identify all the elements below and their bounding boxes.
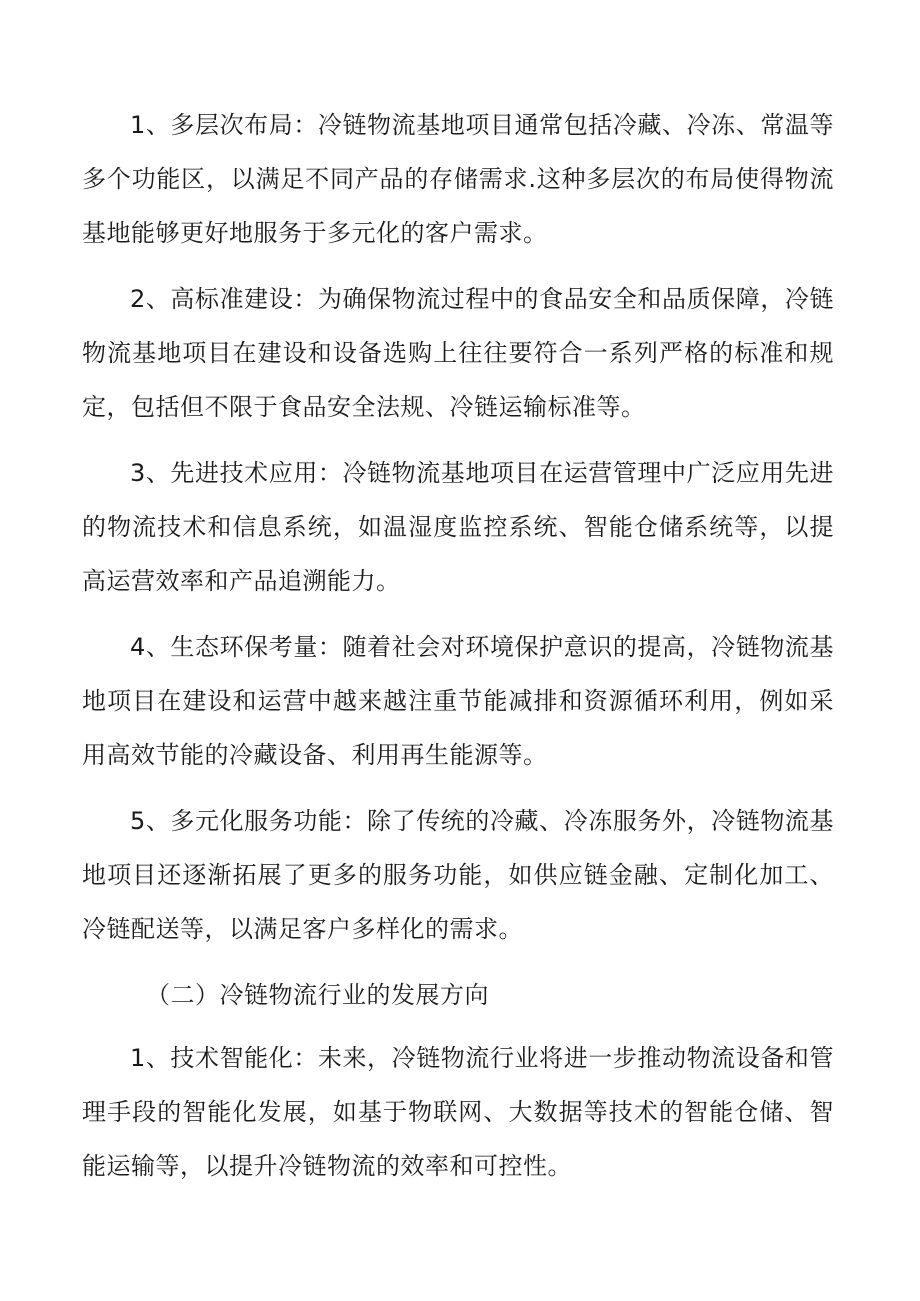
- paragraph-advanced-technology: 3、先进技术应用：冷链物流基地项目在运营管理中广泛应用先进的物流技术和信息系统，如温湿度监控系统、智能仓储系统等，以提高运营效率和产品追溯能力。: [82, 459, 834, 595]
- paragraph-technology-intelligence: 1、技术智能化：未来，冷链物流行业将进一步推动物流设备和管理手段的智能化发展，如基于物联网、大数据等技术的智能仓储、智能运输等，以提升冷链物流的效率和可控性。: [82, 1044, 834, 1180]
- paragraph-diversified-services: 5、多元化服务功能：除了传统的冷藏、冷冻服务外，冷链物流基地项目还逐渐拓展了更多的服务功能，如供应链金融、定制化加工、冷链配送等，以满足客户多样化的需求。: [82, 807, 834, 943]
- section-heading: （二）冷链物流行业的发展方向: [146, 981, 489, 1009]
- paragraph-eco-environment: 4、生态环保考量：随着社会对环境保护意识的提高，冷链物流基地项目在建设和运营中越来越注重节能减排和资源循环利用，例如采用高效节能的冷藏设备、利用再生能源等。: [82, 633, 834, 769]
- paragraph-multi-level-layout: 1、多层次布局：冷链物流基地项目通常包括冷藏、冷冻、常温等多个功能区，以满足不同产品的存储需求.这种多层次的布局使得物流基地能够更好地服务于多元化的客户需求。: [82, 111, 834, 247]
- paragraph-high-standard-construction: 2、高标准建设：为确保物流过程中的食品安全和品质保障，冷链物流基地项目在建设和设备选购上往往要符合一系列严格的标准和规定，包括但不限于食品安全法规、冷链运输标准等。: [82, 285, 834, 421]
